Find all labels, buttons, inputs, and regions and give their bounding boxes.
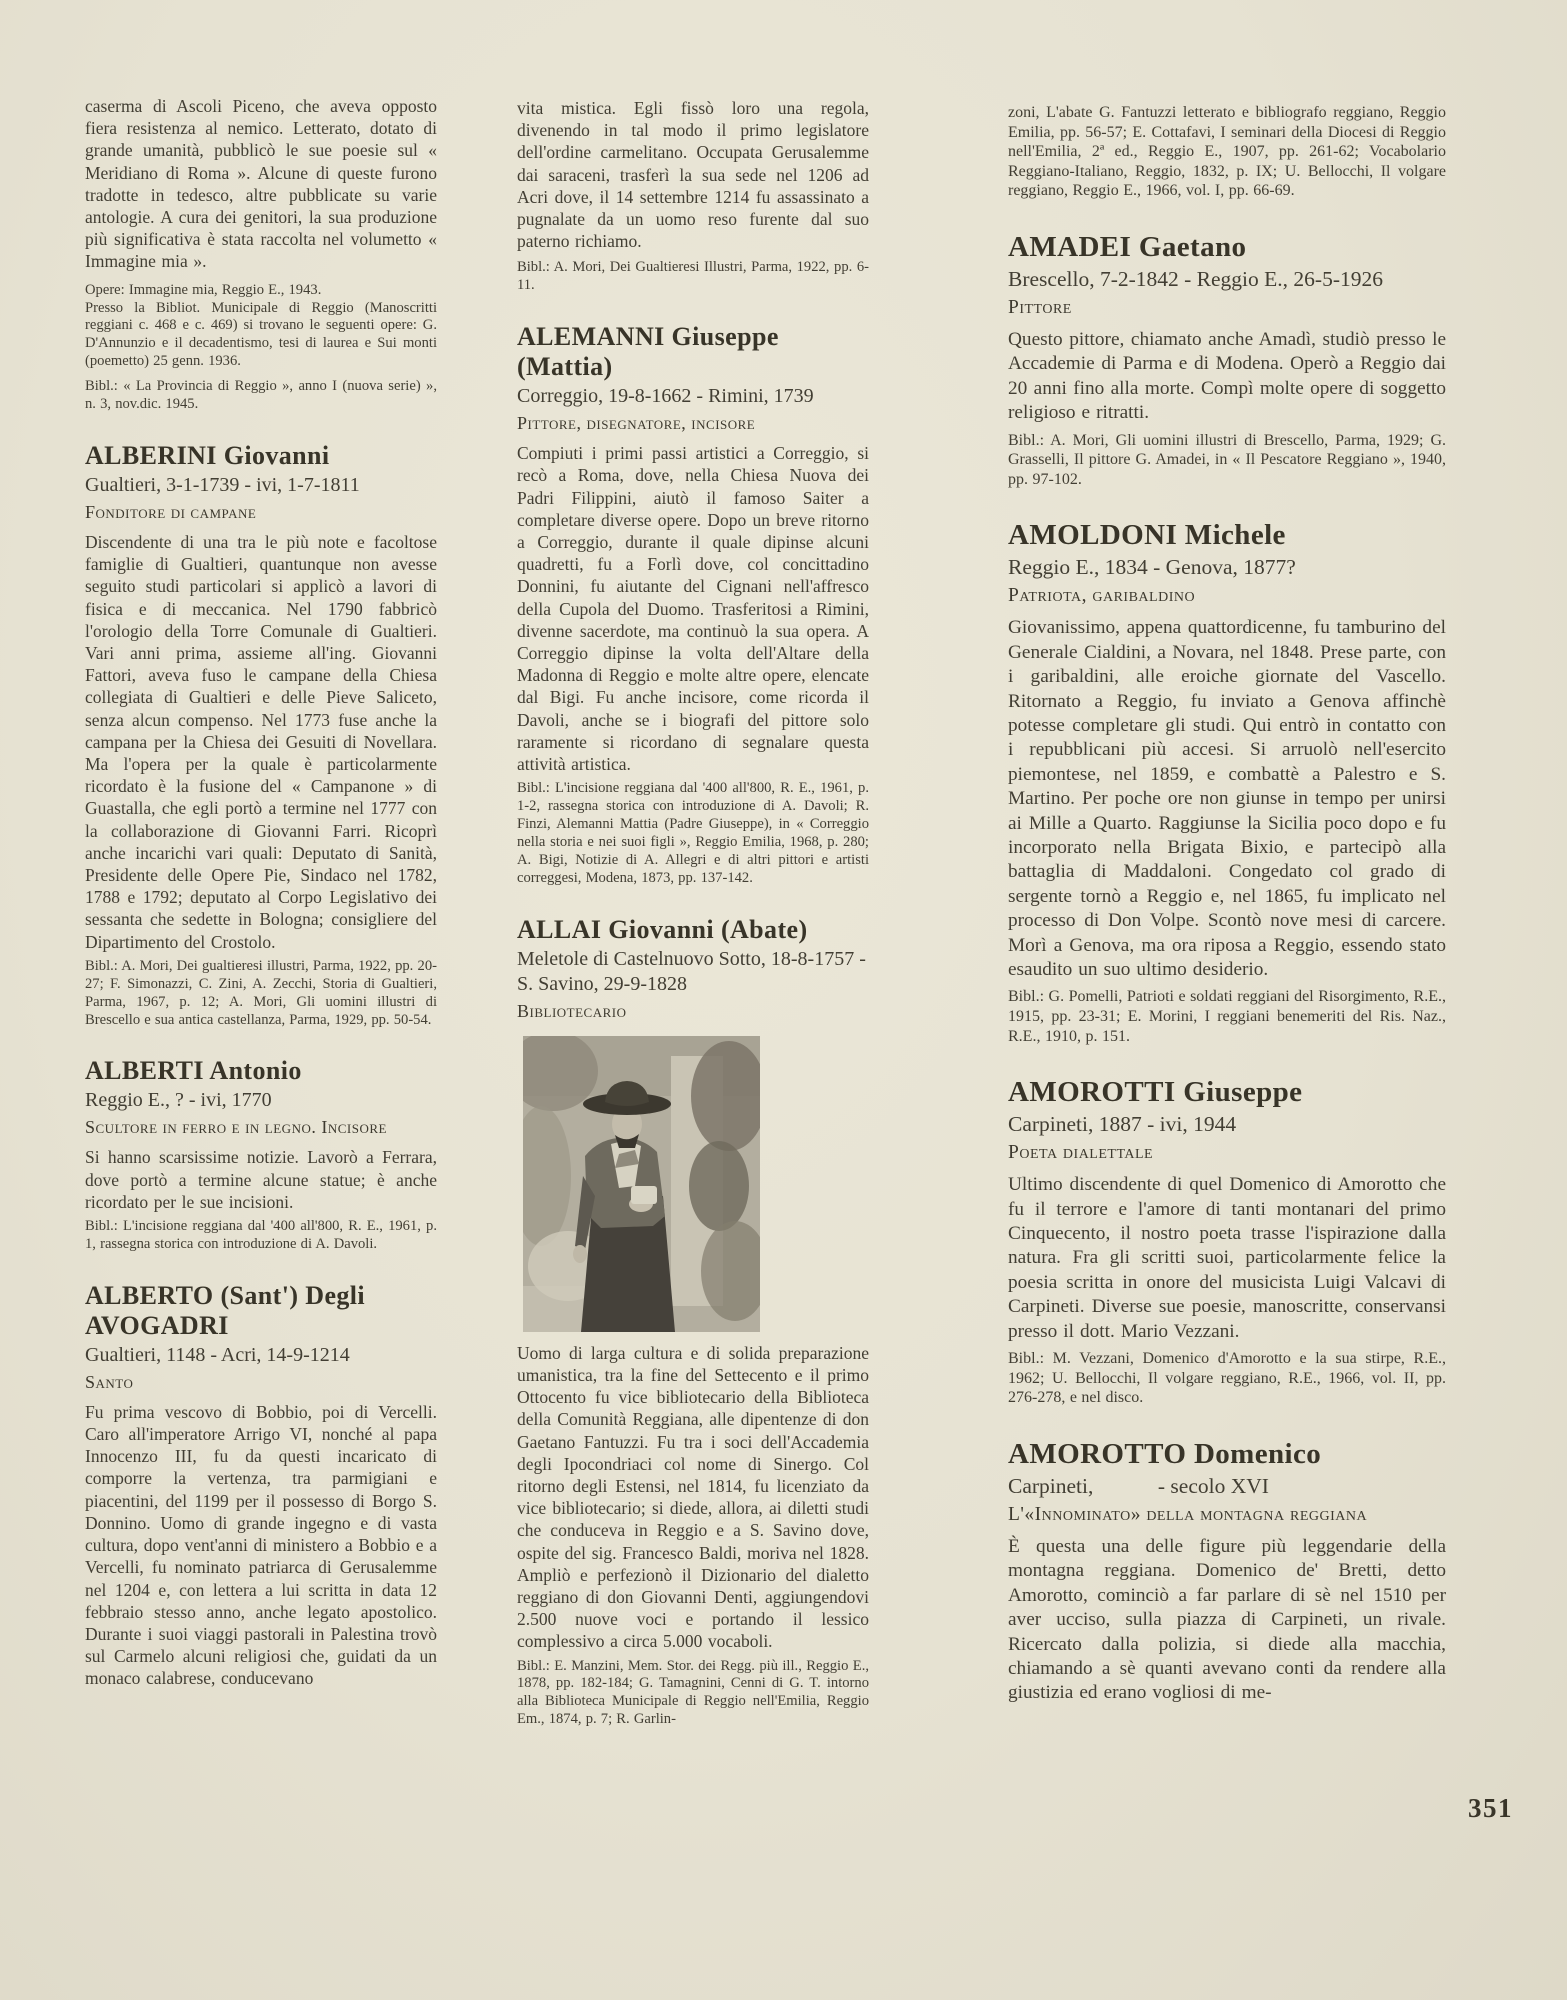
page-number: 351 bbox=[1468, 1793, 1513, 1823]
entry-bibliography: Bibl.: M. Vezzani, Domenico d'Amorotto e la sua stirpe, R.E., 1962; U. Bellocchi, Il volgare reggiano, R.E., 1966, vol. II, pp. 276-278, e nel disco. bbox=[1008, 1350, 1446, 1407]
entry-birth-death: Reggio E., ? - ivi, 1770 bbox=[85, 1089, 272, 1112]
entry-profession: Pittore, disegnatore, incisore bbox=[517, 413, 756, 434]
entry-name: ALBERINI Giovanni bbox=[85, 440, 330, 470]
allai-portrait-photo bbox=[523, 1036, 760, 1332]
entry-name: ALEMANNI Giuseppe (Mattia) bbox=[517, 322, 779, 382]
opere-line: Opere: Immagine mia, Reggio E., 1943. bbox=[85, 281, 322, 298]
entry-name: AMADEI Gaetano bbox=[1008, 230, 1247, 263]
entry-body: Si hanno scarsissime notizie. Lavorò a Ferrara, dove portò a termine alcune statue; è anche ricordato per le sue incisioni. bbox=[85, 1147, 437, 1212]
entry-amadei-gaetano bbox=[1008, 231, 1446, 489]
entry-body: Fu prima vescovo di Bobbio, poi di Vercelli. Caro all'imperatore Arrigo VI, nonché al papa Innocenzo III, fu da questi incaricato di comporre la vertenza, tra parmigiani e piacentini, del 1199 per il possesso di Borgo S. Donnino. Uomo di grande ingegno e di vasta cultura, dopo vent'anni di ministero a Bobbio e a Vercelli, fu nominato patriarca di Gerusalemme nel 1204 e, con lettera a lui scritta in data 12 febbraio stesso anno, anche legato apostolico. Durante i suoi viaggi pastorali in Palestina trovò sul Carmelo alcuni religiosi che, guidati da un monaco calabrese, conducevano bbox=[85, 1401, 437, 1689]
entry-alberti-antonio bbox=[85, 1056, 437, 1253]
entry-birth-death: Carpineti, - secolo XVI bbox=[1008, 1473, 1269, 1498]
bibliography-note: Bibl.: « La Provincia di Reggio », anno I (nuova serie) », n. 3, nov.dic. 1945. bbox=[85, 378, 437, 413]
entry-body: Giovanissimo, appena quattordicenne, fu tamburino del Generale Cialdini, a Novara, nel 1848. Prese parte, con i garibaldini, alle eroiche giornate del Vascello. Ritornato a Reggio, fu inviato a Genova affinchè potesse completare gli studi. Qui entrò in contatto con i repubblicani più accesi. Si arruolò nell'esercito piemontese, nel 1859, e combattè a Palestro e S. Martino. Per poche ore non giunse in tempo per unirsi ai Mille a Quarto. Raggiunse la Sicilia poco dopo e fu incorporato nella Brigata Bixio, e partecipò alla battaglia di Maddaloni. Congedato col grado di sergente tornò a Reggio e, nel 1865, fu implicato nel processo di Don Volpe. Scontò nove mesi di carcere. Morì a Genova, ma ora riposa a Reggio, essendo stato esaudito un suo ultimo desiderio. bbox=[1008, 617, 1446, 981]
entry-name: AMOROTTO Domenico bbox=[1008, 1437, 1322, 1470]
entry-birth-death: Meletole di Castelnuovo Sotto, 18-8-1757 - S. Savino, 29-9-1828 bbox=[517, 947, 866, 995]
entry-name: AMOROTTI Giuseppe bbox=[1008, 1076, 1303, 1109]
entry-name: ALBERTO (Sant') Degli AVOGADRI bbox=[85, 1280, 366, 1340]
entry-birth-death: Brescello, 7-2-1842 - Reggio E., 26-5-1926 bbox=[1008, 266, 1383, 291]
entry-birth-death: Reggio E., 1834 - Genova, 1877? bbox=[1008, 555, 1296, 580]
entry-profession: L'«Innominato» della montagna reggiana bbox=[1008, 1503, 1368, 1525]
entry-profession: Pittore bbox=[1008, 296, 1072, 318]
column-middle bbox=[517, 97, 869, 1729]
continuation-paragraph: vita mistica. Egli fissò loro una regola, divenendo in tal modo il primo legislatore dell'ordine carmelitano. Occupata Gerusalemme dai saraceni, trasferì la sua sede nel 1206 ad Acri dove, il 14 settembre 1214 fu assassinato a pugnalate da un uomo reso furente dal suo paterno richiamo. bbox=[517, 98, 869, 252]
entry-body: Ultimo discendente di quel Domenico di Amorotto che fu il terrore e l'amore di tanti montanari del primo Cinquecento, il nostro poeta trasse l'ispirazione dalla natura. Fra gli scritti suoi, particolarmente felice la poesia scritta in onore del musicista Luigi Valcavi di Carpineti. Diverse sue poesie, manoscritte, conservansi presso il dott. Mario Vezzani. bbox=[1008, 1174, 1446, 1342]
column-right bbox=[1008, 103, 1446, 1706]
entry-name: ALBERTI Antonio bbox=[85, 1056, 302, 1086]
entry-profession: Fonditore di campane bbox=[85, 501, 257, 522]
entry-profession: Poeta dialettale bbox=[1008, 1142, 1154, 1164]
entry-alemanni-giuseppe bbox=[517, 322, 869, 887]
entry-bibliography: Bibl.: A. Mori, Dei gualtieresi illustri, Parma, 1922, pp. 20-27; F. Simonazzi, C. Zini, A. Zecchi, Storia di Gualtieri, Parma, 1967, p. 12; A. Mori, Gli uomini illustri di Brescello e sua antica castellanza, Parma, 1929, pp. 50-54. bbox=[85, 957, 437, 1028]
entry-bibliography: Bibl.: A. Mori, Gli uomini illustri di Brescello, Parma, 1929; G. Grasselli, Il pittore G. Amadei, in « Il Pescatore Reggiano », 1940, pp. 97-102. bbox=[1008, 431, 1446, 488]
entry-body: Compiuti i primi passi artistici a Correggio, si recò a Roma, dove, nella Chiesa Nuova dei Padri Filippini, aiutò il famoso Saiter a completare diverse opere. Dopo un breve ritorno a Correggio, durante il quale dipinse alcuni quadretti, fu a Forlì dove, col concittadino Donnini, fu aiutante del Cignani nell'affresco della Cupola del Duomo. Trasferitosi a Rimini, divenne sacerdote, ma continuò la sua opera. A Correggio dipinse la volta dell'Altare della Madonna di Reggio e molte altre opere, elencate dal Bigi. Fu anche incisore, come ricorda il Davoli, anche se i biografi del pittore solo raramente si ricordano di segnalare questa attività artistica. bbox=[517, 443, 869, 775]
column-left bbox=[85, 95, 437, 1690]
entry-alberto-degli-avogadri bbox=[85, 1281, 437, 1690]
entry-birth-death: Gualtieri, 3-1-1739 - ivi, 1-7-1811 bbox=[85, 473, 360, 496]
entry-alberini-giovanni bbox=[85, 441, 437, 1029]
entry-profession: Patriota, garibaldino bbox=[1008, 585, 1196, 607]
entry-body: Questo pittore, chiamato anche Amadì, studiò presso le Accademie di Parma e di Modena. Operò a Reggio dai 20 anni fino alla morte. Compì molte opere di soggetto religioso e ritratti. bbox=[1008, 328, 1446, 424]
entry-profession: Scultore in ferro e in legno. Incisore bbox=[85, 1117, 387, 1138]
entry-birth-death: Correggio, 19-8-1662 - Rimini, 1739 bbox=[517, 385, 814, 408]
entry-name: ALLAI Giovanni (Abate) bbox=[517, 914, 808, 944]
entry-amorotti-giuseppe bbox=[1008, 1076, 1446, 1408]
entry-allai-giovanni bbox=[517, 915, 869, 1729]
entry-profession: Bibliotecario bbox=[517, 1000, 627, 1021]
opere-note bbox=[85, 282, 437, 372]
entry-bibliography: Bibl.: E. Manzini, Mem. Stor. dei Regg. più ill., Reggio E., 1878, pp. 182-184; G. Tamagnini, Cenni di G. T. intorno alla Biblioteca Municipale di Reggio nell'Emilia, Reggio Em., 1874, p. 7; R. Garlin- bbox=[517, 1657, 869, 1728]
continuation-paragraph: caserma di Ascoli Piceno, che aveva opposto fiera resistenza al nemico. Letterato, dotato di grande umanità, pubblicò le sue poesie sul « Meridiano di Roma ». Alcune di queste furono tradotte in tedesco, altre pubblicate su varie antologie. A cura dei genitori, la sua produzione più significativa è stata raccolta nel volumetto « Immagine mia ». bbox=[85, 96, 437, 272]
entry-birth-death: Gualtieri, 1148 - Acri, 14-9-1214 bbox=[85, 1343, 350, 1366]
entry-body: È questa una delle figure più leggendarie della montagna reggiana. Domenico de' Bretti, detto Amorotto, cominciò a far parlare di sè nel 1510 per aver ucciso, sulla piazza di Carpineti, un rivale. Ricercato dalla polizia, si diede alla macchia, chiamando a sè quanti avevano conti da rendere alla giustizia ed erano vogliosi di me- bbox=[1008, 1535, 1446, 1704]
entry-profession: Santo bbox=[85, 1371, 134, 1392]
entry-amoldoni-michele bbox=[1008, 519, 1446, 1046]
entry-body: Uomo di larga cultura e di solida preparazione umanistica, tra la fine del Settecento e il primo Ottocento fu vice bibliotecario della Biblioteca della Comunità Reggiana, alle dipentenze di don Gaetano Fantuzzi. Fu tra i soci dell'Accademia degli Ipocondriaci col nome di Sinergo. Col ritorno degli Estensi, nel 1814, fu licenziato da vice bibliotecario; si diede, allora, ai diletti studi che conduceva in Reggio e a S. Savino dove, ospite del sig. Francesco Baldi, moriva nel 1828. Ampliò e perfezionò il Dizionario del dialetto reggiano di don Giovanni Denti, aggiungendovi 2.500 nuove voci e portando il lessico complessivo a circa 5.000 vocaboli. bbox=[517, 1342, 869, 1652]
opere-line: Presso la Bibliot. Municipale di Reggio (Manoscritti reggiani c. 468 e c. 469) si trovano le seguenti opere: G. D'Annunzio e il decadentismo, tesi di laurea e Sui monti (poemetto) 25 genn. 1936. bbox=[85, 299, 437, 370]
entry-body: Discendente di una tra le più note e facoltose famiglie di Gualtieri, quantunque non avesse seguito studi particolari si applicò a lavori di fisica e di meccanica. Nel 1790 fabbricò l'orologio della Torre Comunale di Gualtieri. Vari anni prima, assieme all'ing. Giovanni Fattori, aveva fuso le campane della Chiesa collegiata di Gualtieri e delle Pieve Saliceto, senza alcun compenso. Nel 1773 fuse anche la campana per la Chiesa dei Gesuiti di Novellara. Ma l'opera per la quale è particolarmente ricordato è la fusione del « Campanone » di Guastalla, che egli portò a termine nel 1777 con la collaborazione di Giovanni Farri. Ricoprì anche incarichi vari quali: Deputato di Sanità, Presidente delle Opere Pie, Sindaco nel 1782, 1788 e 1792; deputato al Corpo Legislativo dei sessanta che sedette in Bologna; consigliere del Dipartimento del Crostolo. bbox=[85, 531, 437, 952]
entry-bibliography: Bibl.: G. Pomelli, Patrioti e soldati reggiani del Risorgimento, R.E., 1915, pp. 23-31; E. Morini, I reggiani benemeriti del Ris. Naz., R.E., 1910, p. 151. bbox=[1008, 988, 1446, 1045]
bibliography-continuation: zoni, L'abate G. Fantuzzi letterato e bibliografo reggiano, Reggio Emilia, pp. 56-57; E. Cottafavi, I seminari della Diocesi di Reggio nell'Emilia, 2ª ed., Reggio E., 1907, pp. 261-62; Vocabolario Reggiano-Italiano, Reggio, 1832, p. IX; U. Bellocchi, Il volgare reggiano, Reggio E., 1966, vol. I, pp. 66-69. bbox=[1008, 104, 1446, 200]
entry-bibliography: Bibl.: L'incisione reggiana dal '400 all'800, R. E., 1961, p. 1, rassegna storica con introduzione di A. Davoli. bbox=[85, 1218, 437, 1252]
entry-birth-death: Carpineti, 1887 - ivi, 1944 bbox=[1008, 1112, 1237, 1137]
bibliography-note: Bibl.: A. Mori, Dei Gualtieresi Illustri, Parma, 1922, pp. 6-11. bbox=[517, 259, 869, 294]
entry-bibliography: Bibl.: L'incisione reggiana dal '400 all'800, R. E., 1961, p. 1-2, rassegna storica con introduzione di A. Davoli; R. Finzi, Alemanni Mattia (Padre Giuseppe), in « Correggio nella storia e nei suoi figli », Reggio Emilia, 1968, p. 280; A. Bigi, Notizie di A. Allegri e di altri pittori e artisti correggesi, Modena, 1873, pp. 137-142. bbox=[517, 780, 869, 886]
entry-name: AMOLDONI Michele bbox=[1008, 519, 1286, 552]
entry-amorotto-domenico bbox=[1008, 1438, 1446, 1706]
